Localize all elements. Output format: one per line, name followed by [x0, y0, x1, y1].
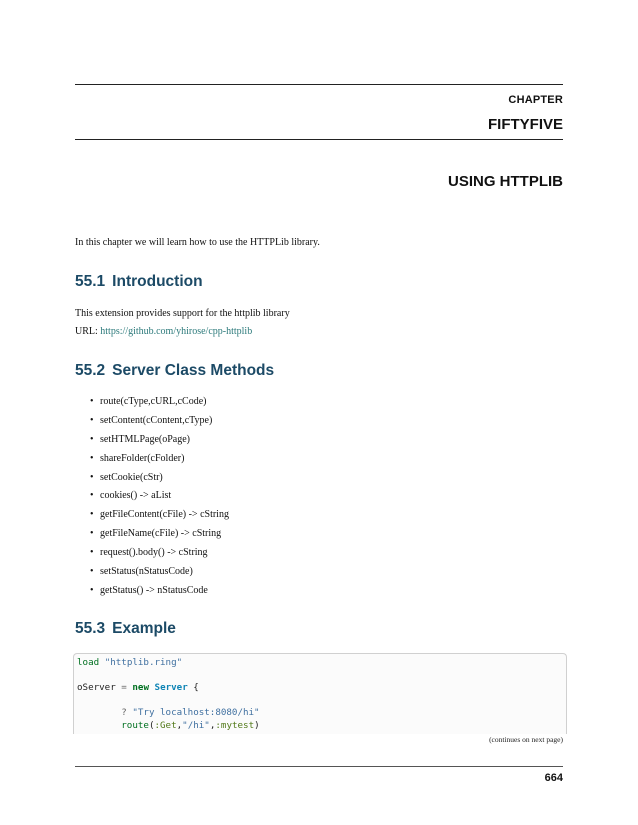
code-token: {: [193, 682, 199, 694]
code-token: :Get: [154, 719, 177, 731]
section-title: Introduction: [112, 273, 203, 290]
section-heading-server-methods: [75, 362, 274, 380]
code-token: "Try localhost:8080/hi": [132, 707, 260, 719]
continues-note: (continues on next page): [489, 735, 563, 744]
code-token: ?: [121, 707, 127, 719]
list-item: • getFileName(cFile) -> cString: [75, 528, 229, 547]
code-token: "/hi": [182, 719, 210, 731]
code-token: "httplib.ring": [104, 657, 183, 668]
list-item: • shareFolder(cFolder): [75, 453, 229, 472]
list-item: • request().body() -> cString: [75, 547, 229, 566]
section-number: 55.1: [75, 273, 106, 290]
code-token: oServer: [77, 682, 116, 694]
code-token: load: [77, 657, 100, 668]
code-token: :mytest: [215, 719, 255, 731]
chapter-bottom-rule: [75, 139, 563, 140]
code-token: ): [254, 719, 260, 731]
chapter-label: CHAPTER: [508, 94, 563, 106]
url-line: [75, 326, 252, 337]
page-number: 664: [544, 772, 563, 784]
footer-rule: [75, 766, 563, 767]
list-item: • setContent(cContent,cType): [75, 415, 229, 434]
list-item: • getStatus() -> nStatusCode: [75, 585, 229, 604]
code-token: ,: [209, 719, 216, 731]
section-heading-example: [75, 620, 176, 638]
code-token: Server: [154, 682, 188, 694]
list-item: • cookies() -> aList: [75, 490, 229, 509]
list-item: • setHTMLPage(oPage): [75, 434, 229, 453]
list-item: • setCookie(cStr): [75, 472, 229, 491]
section-title: Example: [112, 620, 176, 637]
server-methods-list: [75, 396, 229, 604]
code-listing: [77, 657, 260, 733]
url-label: URL:: [75, 326, 98, 337]
chapter-title: USING HTTPLIB: [448, 173, 563, 190]
chapter-top-rule: [75, 84, 563, 85]
code-token: route: [121, 719, 149, 731]
code-token: =: [121, 682, 127, 694]
introduction-paragraph: This extension provides support for the httplib library: [75, 308, 290, 319]
intro-paragraph: In this chapter we will learn how to use the HTTPLib library.: [75, 237, 320, 248]
code-block: [73, 653, 567, 734]
code-token: ,: [176, 719, 183, 731]
section-heading-introduction: [75, 273, 203, 291]
code-token: new: [132, 682, 149, 694]
section-number: 55.2: [75, 362, 106, 379]
section-title: Server Class Methods: [112, 362, 275, 379]
chapter-number: FIFTYFIVE: [488, 116, 563, 133]
httplib-url-link[interactable]: https://github.com/yhirose/cpp-httplib: [100, 326, 253, 337]
list-item: • getFileContent(cFile) -> cString: [75, 509, 229, 528]
list-item: • setStatus(nStatusCode): [75, 566, 229, 585]
list-item: • route(cType,cURL,cCode): [75, 396, 229, 415]
section-number: 55.3: [75, 620, 106, 637]
code-token: (: [148, 719, 155, 731]
